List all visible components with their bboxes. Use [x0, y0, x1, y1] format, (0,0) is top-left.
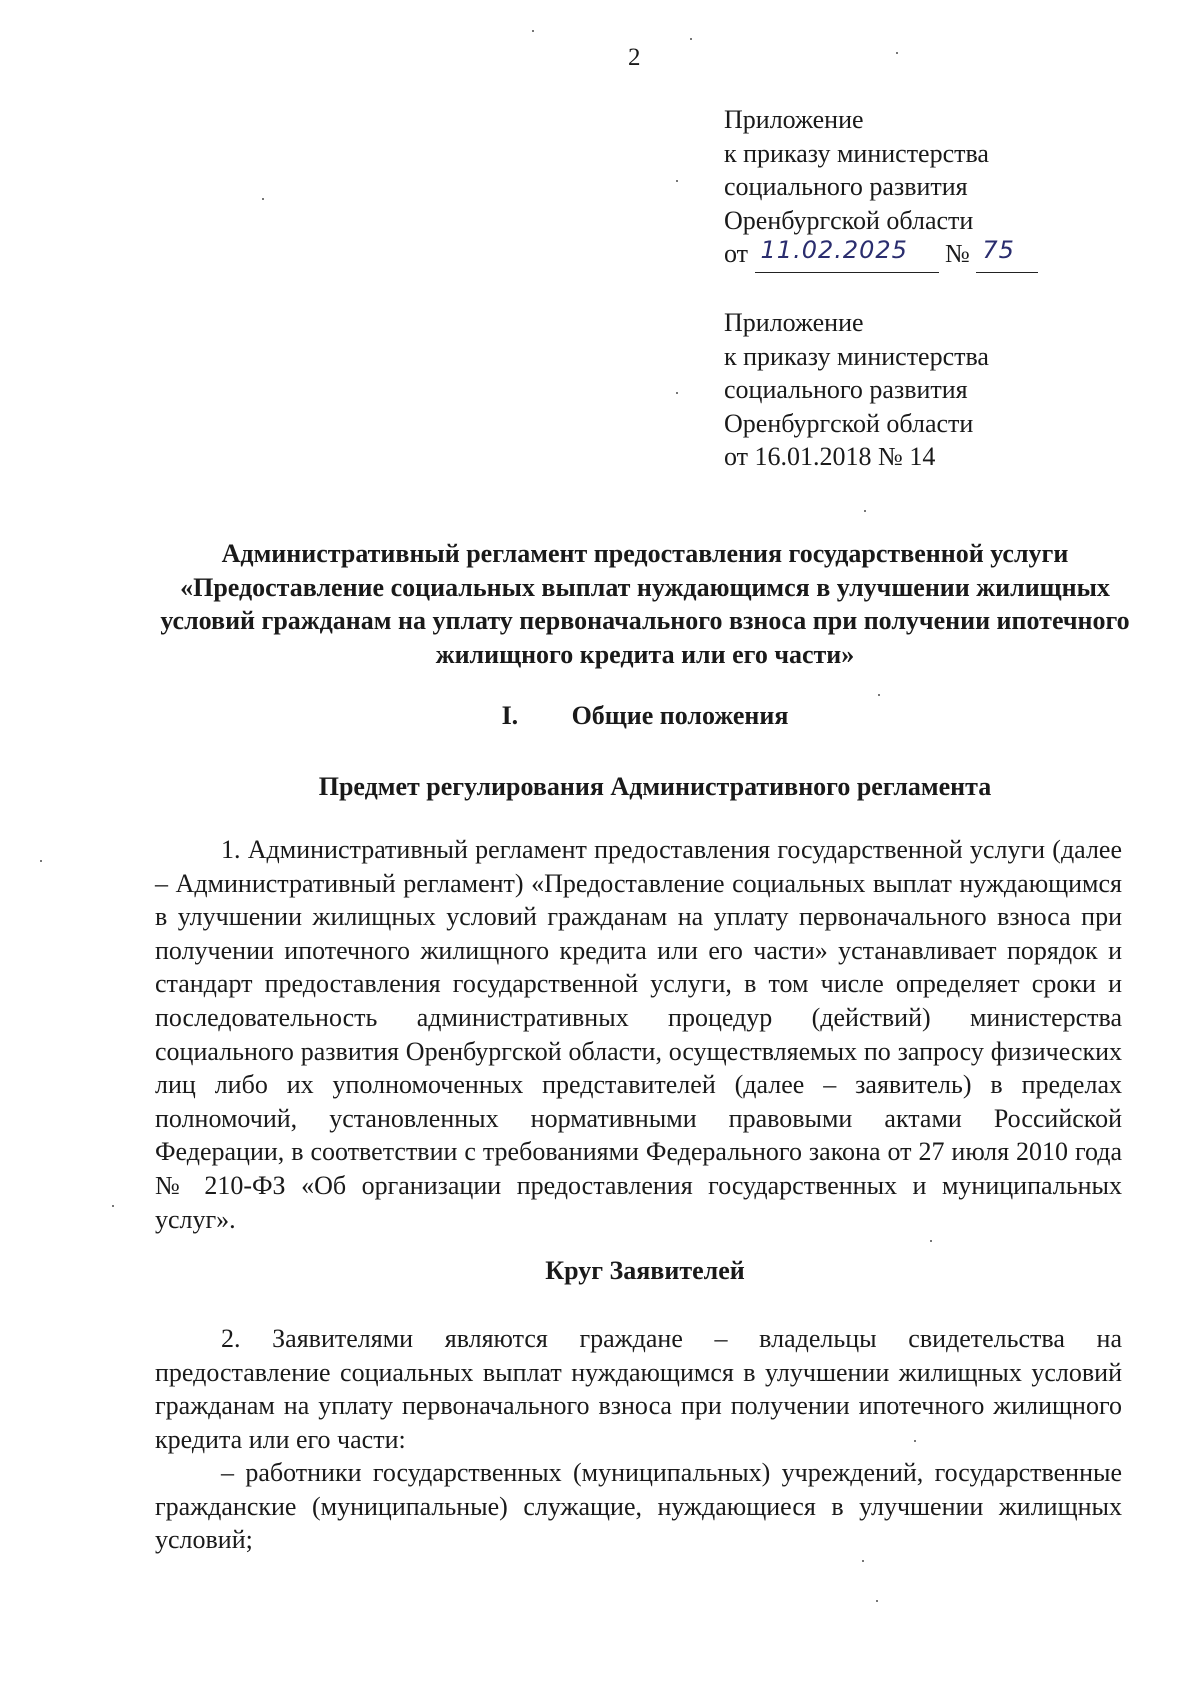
annex-line: Приложение: [724, 308, 864, 337]
number-sign: №: [945, 239, 970, 269]
scan-speck: [676, 392, 678, 394]
handwritten-date: 11.02.2025: [760, 236, 908, 265]
date-prefix: от: [724, 239, 749, 269]
scan-speck: [532, 30, 534, 32]
scan-speck: [876, 1600, 878, 1602]
subsection-heading: Круг Заявителей: [545, 1256, 745, 1285]
handwritten-number: 75: [982, 236, 1015, 265]
annex-line: социального развития: [724, 172, 968, 202]
handwritten-date-field: [755, 237, 939, 273]
annex-block-current: [724, 103, 1144, 273]
scan-speck: [930, 1240, 932, 1242]
scan-speck: [896, 52, 898, 54]
section-heading: [150, 701, 1140, 731]
scan-speck: [262, 198, 264, 200]
annex-line: Приложение: [724, 105, 864, 134]
paragraph: 1. Административный регламент предоставления государственной услуги (далее – Административный регламент) «Предоставление социальных выплат нуждающимся в улучшении жилищных условий гражданам на уплату первоначального взноса при получении ипотечного жилищного кредита или его части» устанавливает порядок и стандарт предоставления государственной услуги, в том числе определяет сроки и последовательность административных процедур (действий) министерства социального развития Оренбургской области, осуществляемых по запросу физических лиц либо их уполномоченных представителей (далее – заявитель) в пределах полномочий, установленных нормативными правовыми актами Российской Федерации, в соответствии с требованиями Федерального закона от 27 июля 2010 года № 210-ФЗ «Об организации предоставления государственных и муниципальных услуг».: [155, 835, 1122, 1234]
annex-line: Оренбургской области: [724, 408, 974, 438]
scan-speck: [864, 510, 866, 512]
subsection-heading: Предмет регулирования Административного регламента: [318, 772, 992, 801]
annex-date-line: [724, 237, 1144, 273]
annex-line: социального развития: [724, 375, 968, 405]
annex-line: к приказу министерства: [724, 138, 989, 168]
annex-line: Оренбургской области: [724, 205, 974, 235]
scan-speck: [690, 38, 692, 40]
section-number: I.: [501, 701, 519, 730]
scan-speck: [862, 1560, 864, 1562]
scan-speck: [878, 694, 880, 696]
annex-line: к приказу министерства: [724, 341, 989, 371]
annex-block-original: [724, 306, 1144, 474]
document-title: Административный регламент предоставления государственной услуги «Предоставление социальных выплат нуждающимся в улучшении жилищных условий гражданам на уплату первоначального взноса при получении ипотечного жилищного кредита или его части»: [160, 539, 1130, 669]
page-number: 2: [628, 44, 641, 71]
paragraph: – работники государственных (муниципальных) учреждений, государственные гражданские (муниципальные) служащие, нуждающиеся в улучшении жилищных условий;: [155, 1458, 1122, 1555]
scan-speck: [40, 860, 42, 862]
annex-line: от 16.01.2018 № 14: [724, 442, 936, 472]
paragraph: 2. Заявителями являются граждане – владельцы свидетельства на предоставление социальных выплат нуждающимся в улучшении жилищных условий гражданам на уплату первоначального взноса при получении ипотечного жилищного кредита или его части:: [155, 1324, 1122, 1454]
scan-speck: [914, 1440, 916, 1442]
scan-speck: [112, 1205, 114, 1207]
scan-speck: [676, 180, 678, 182]
section-title: Общие положения: [571, 701, 789, 730]
handwritten-number-field: [976, 237, 1038, 273]
